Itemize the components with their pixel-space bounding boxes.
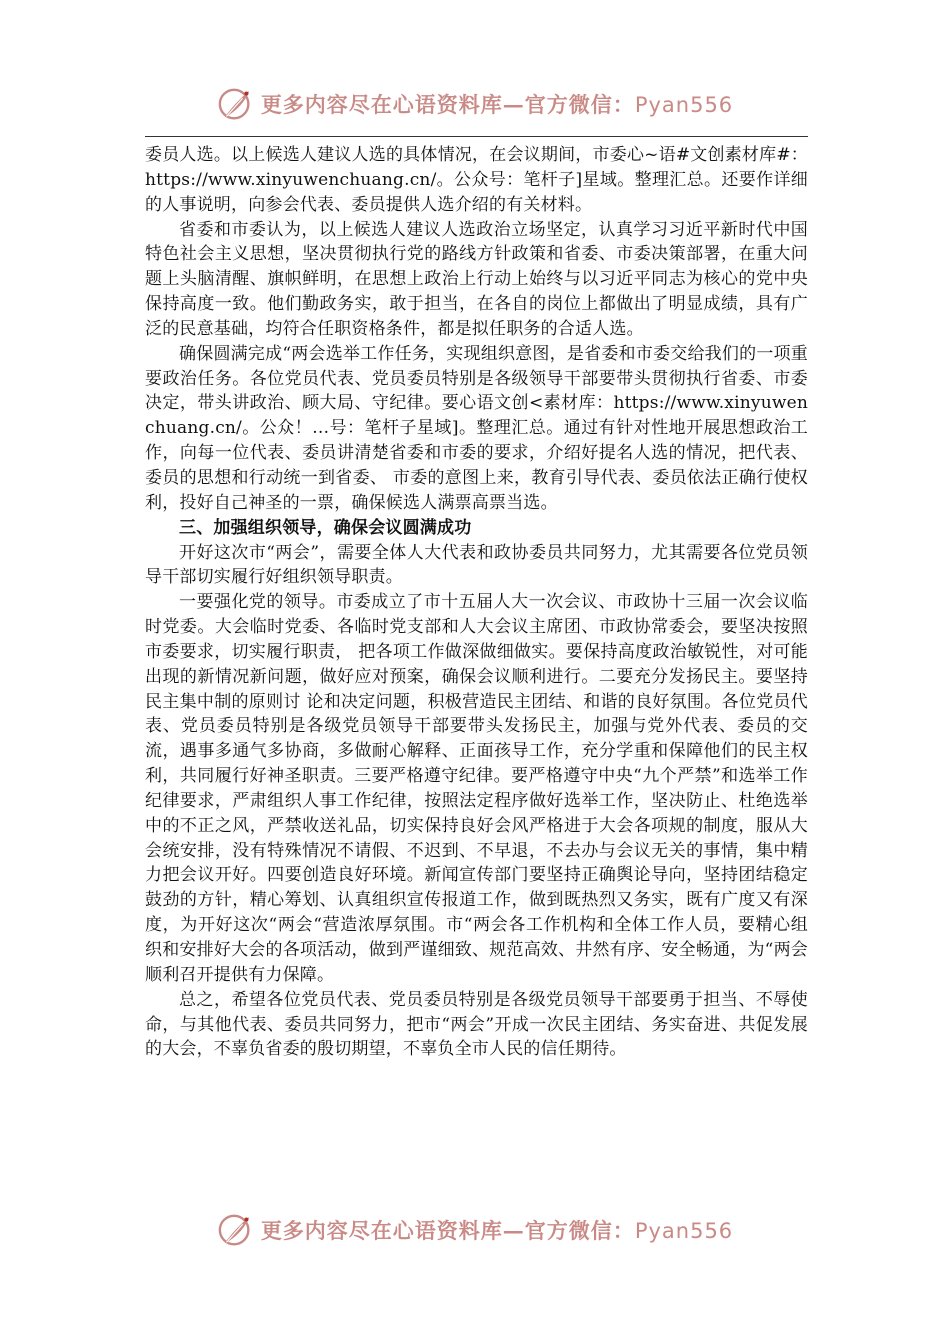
header-banner-text: [261, 89, 733, 119]
paragraph-1: 委员人选。以上候选人建议人选的具体情况，在会议期间，市委心~语#文创素材库#：https://www.xinyuwenchuang.cn/。公众号：笔杆子]星域。整理汇总。还要作详细的人事说明，向参会代表、委员提供人选介绍的有关材料。: [145, 145, 808, 215]
header-wechat-id: Pyan556: [634, 93, 734, 117]
footer-banner: [0, 1208, 950, 1252]
paragraph-2: 省委和市委认为，以上候选人建议人选政治立场坚定，认真学习习近平新时代中国特色社会主义思想，坚决贯彻执行党的路线方针政策和省委、市委决策部署，在重大问题上头脑清醒、旗帜鲜明，在思想上政治上行动上始终与以习近平同志为核心的党中央保持高度一致。他们勤政务实，敢于担当，在各自的岗位上都做出了明显成绩，具有广泛的民意基础，均符合任职资格条件，都是拟任职务的合适人选。: [145, 219, 808, 339]
paragraph-5: 一要强化党的领导。市委成立了市十五届人大一次会议、市政协十三届一次会议临时党委。大会临时党委、各临时党支部和人大会议主席团、市政协常委会，要坚决按照市委要求，切实履行职责， 把各项工作做深做细做实。要保持高度政治敏锐性，对可能出现的新情况新问题，做好应对预案，确保会议顺利进行。二要充分发扬民主。要坚持民主集中制的原则讨 论和决定问题，积极营造民主团结、和谐的良好氛围。各位党员代表、党员委员特别是各级党员领导干部要带头发扬民主，加强与党外代表、委员的交流，遇事多通气多协商，多做耐心解释、正面孩导工作，充分学重和保障他们的民主权利，共同履行好神圣职责。三要严格遵守纪律。要严格遵守中央“九个严禁”和选举工作纪律要求，严肃组织人事工作纪律，按照法定程序做好选举工作，坚决防止、杜绝选举中的不正之风，严禁收送礼品，切实保持良好会风严格进于大会各项规的制度，服从大会统安排，没有特殊情况不请假、不迟到、不早退，不去办与会议无关的事情，集中精力把会议开好。四要创造良好环境。新闻宣传部门要坚持正确舆论导向，坚持团结稳定鼓劲的方针，精心筹划、认真组织宣传报道工作，做到既热烈又务实，既有广度又有深度，为开好这次“两会“营造浓厚氛围。市“两会各工作机构和全体工作人员，要精心组织和安排好大会的各项活动，做到严谨细致、规范高效、井然有序、安全畅通，为“两会顺利召开提供有力保障。: [145, 592, 808, 985]
footer-banner-inner: [217, 1211, 733, 1249]
paragraph-3: 确保圆满完成“两会选举工作任务，实现组织意图，是省委和市委交给我们的一项重要政治任务。各位党员代表、党员委员特别是各级领导干部要带头贯彻执行省委、市委决定，带头讲政治、顾大局、守纪律。要心语文创<素材库：https://www.xinyuwenchuang.cn/。公众！…号：笔杆子星域]。整理汇总。通过有针对性地开展思想政治工作，向每一位代表、委员讲清楚省委和市委的要求，介绍好提名人选的情况，把代表、委员的思想和行动统一到省委、 市委的意图上来，教育引导代表、委员依法正确行使权利，投好自己神圣的一票，确保候选人满票高票当选。: [145, 343, 808, 513]
header-rule: [145, 136, 808, 137]
footer-banner-label: 更多内容尽在心语资料库—官方微信：: [260, 1218, 635, 1243]
footer-banner-text: [261, 1215, 733, 1245]
quill-pen-logo-icon: [217, 1211, 255, 1249]
paragraph-6: 总之，希望各位党员代表、党员委员特别是各级党员领导干部要勇于担当、不辱使命，与其他代表、委员共同努力，把市“两会”开成一次民主团结、务实奋进、共促发展的大会，不辜负省委的殷切期望，不辜负全市人民的信任期待。: [145, 989, 808, 1060]
header-banner: [0, 82, 950, 126]
document-body: [145, 143, 808, 1062]
paragraph-4: 开好这次市“两会”，需要全体人大代表和政协委员共同努力，尤其需要各位党员领导干部切实履行好组织领导职责。: [145, 542, 808, 588]
footer-wechat-id: Pyan556: [634, 1219, 734, 1243]
header-banner-inner: [217, 85, 733, 123]
header-banner-label: 更多内容尽在心语资料库—官方微信：: [260, 92, 635, 117]
section-heading-3: 三、加强组织领导，确保会议圆满成功: [179, 517, 472, 538]
quill-pen-logo-icon: [217, 85, 255, 123]
